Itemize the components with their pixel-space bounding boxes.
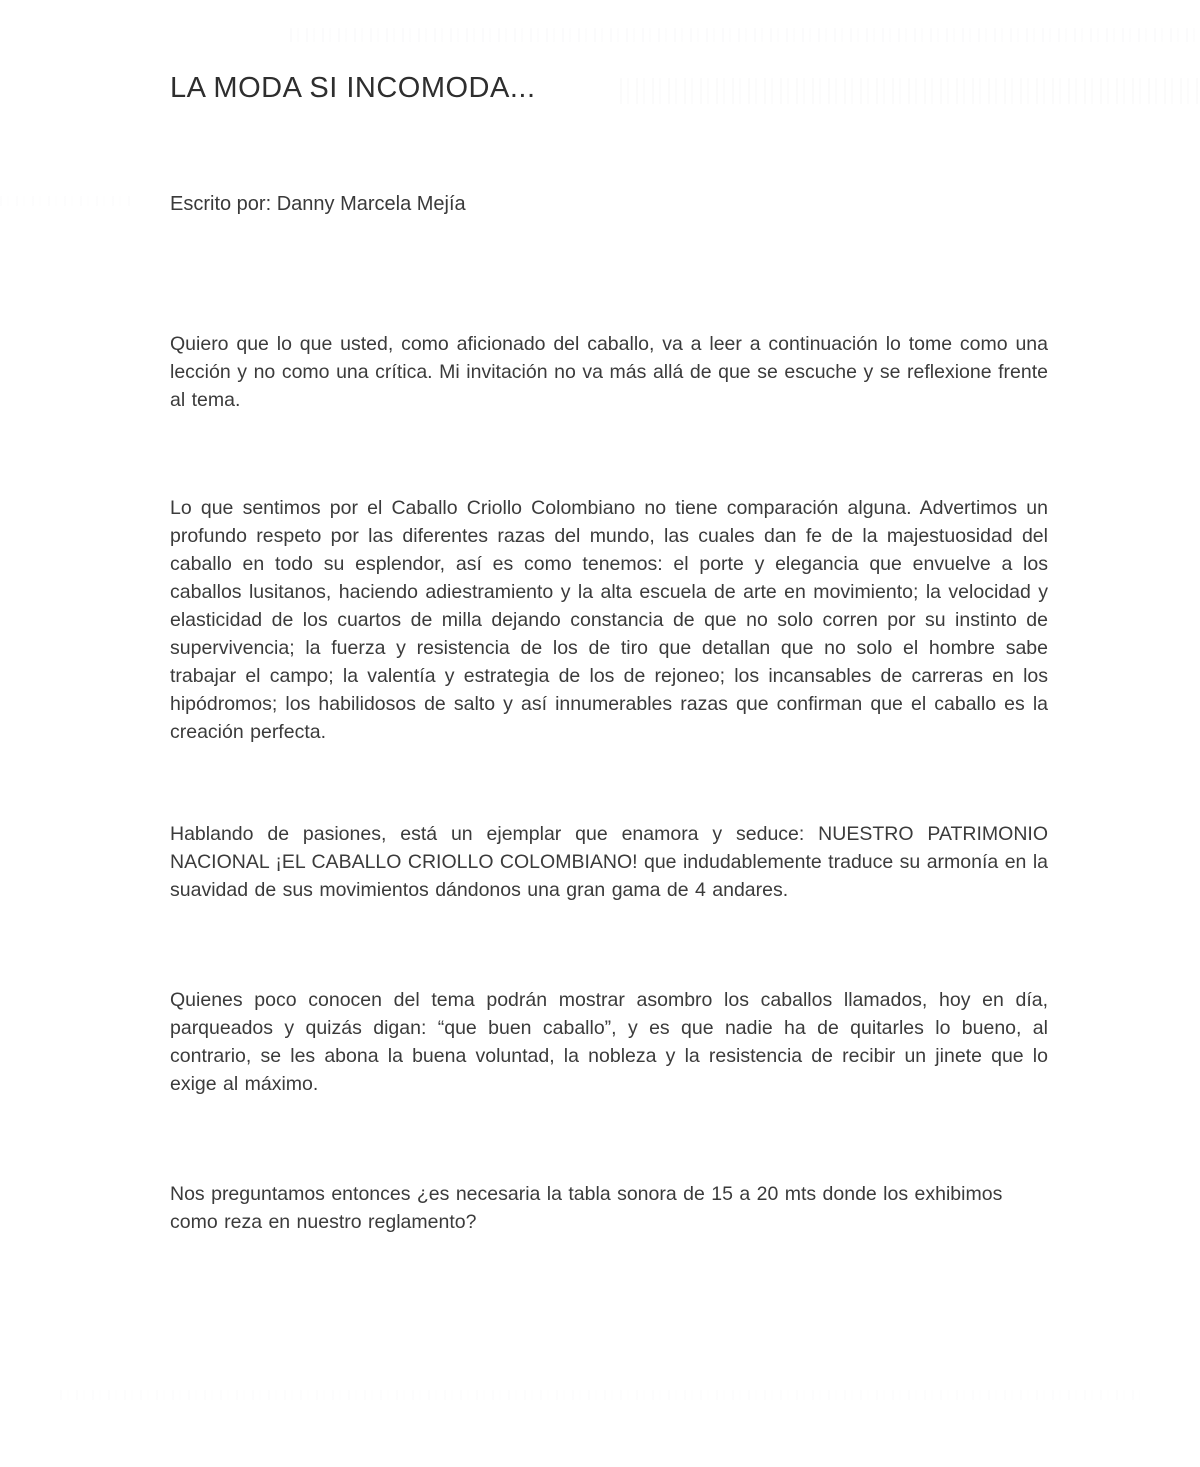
scan-artifact: [60, 1390, 1140, 1400]
paragraph-razas: Lo que sentimos por el Caballo Criollo Colombiano no tiene comparación alguna. Advertimos un profundo respeto por las diferentes razas del mundo, las cuales dan fe de la majestuosidad del caballo en todo su esplendor, así es como tenemos: el porte y elegancia que envuelve a los caballos lusitanos, haciendo adiestramiento y la alta escuela de arte en movimiento; la velocidad y elasticidad de los cuartos de milla dejando constancia de que no solo corren por su instinto de supervivencia; la fuerza y resistencia de los de tiro que detallan que no solo el hombre sabe trabajar el campo; la valentía y estrategia de los de rejoneo; los incansables de carreras en los hipódromos; los habilidosos de salto y así innumerables razas que confirman que el caballo es la creación perfecta.: [170, 497, 1048, 743]
paragraph-patrimonio: Hablando de pasiones, está un ejemplar que enamora y seduce: NUESTRO PATRIMONIO NACIONAL ¡EL CABALLO CRIOLLO COLOMBIANO! que indudablemente traduce su armonía en la suavidad de sus movimientos dándonos una gran gama de 4 andares.: [170, 823, 1048, 901]
paragraph-quienes: Quienes poco conocen del tema podrán mostrar asombro los caballos llamados, hoy en día, parqueados y quizás digan: “que buen caballo”, y es que nadie ha de quitarles lo bueno, al contrario, se les abona la buena voluntad, la nobleza y la resistencia de recibir un jinete que lo exige al máximo.: [170, 989, 1048, 1095]
byline: Escrito por: Danny Marcela Mejía: [170, 193, 466, 215]
paragraph-pregunta: Nos preguntamos entonces ¿es necesaria la tabla sonora de 15 a 20 mts donde los exhibimos como reza en nuestro reglamento?: [170, 1183, 1003, 1233]
page-title: LA MODA SI INCOMODA...: [170, 72, 536, 104]
paragraph-intro: Quiero que lo que usted, como aficionado del caballo, va a leer a continuación lo tome como una lección y no como una crítica. Mi invitación no va más allá de que se escuche y se reflexione frente al tema.: [170, 333, 1048, 411]
scan-artifact: [0, 196, 130, 206]
scan-artifact: [290, 28, 1200, 42]
